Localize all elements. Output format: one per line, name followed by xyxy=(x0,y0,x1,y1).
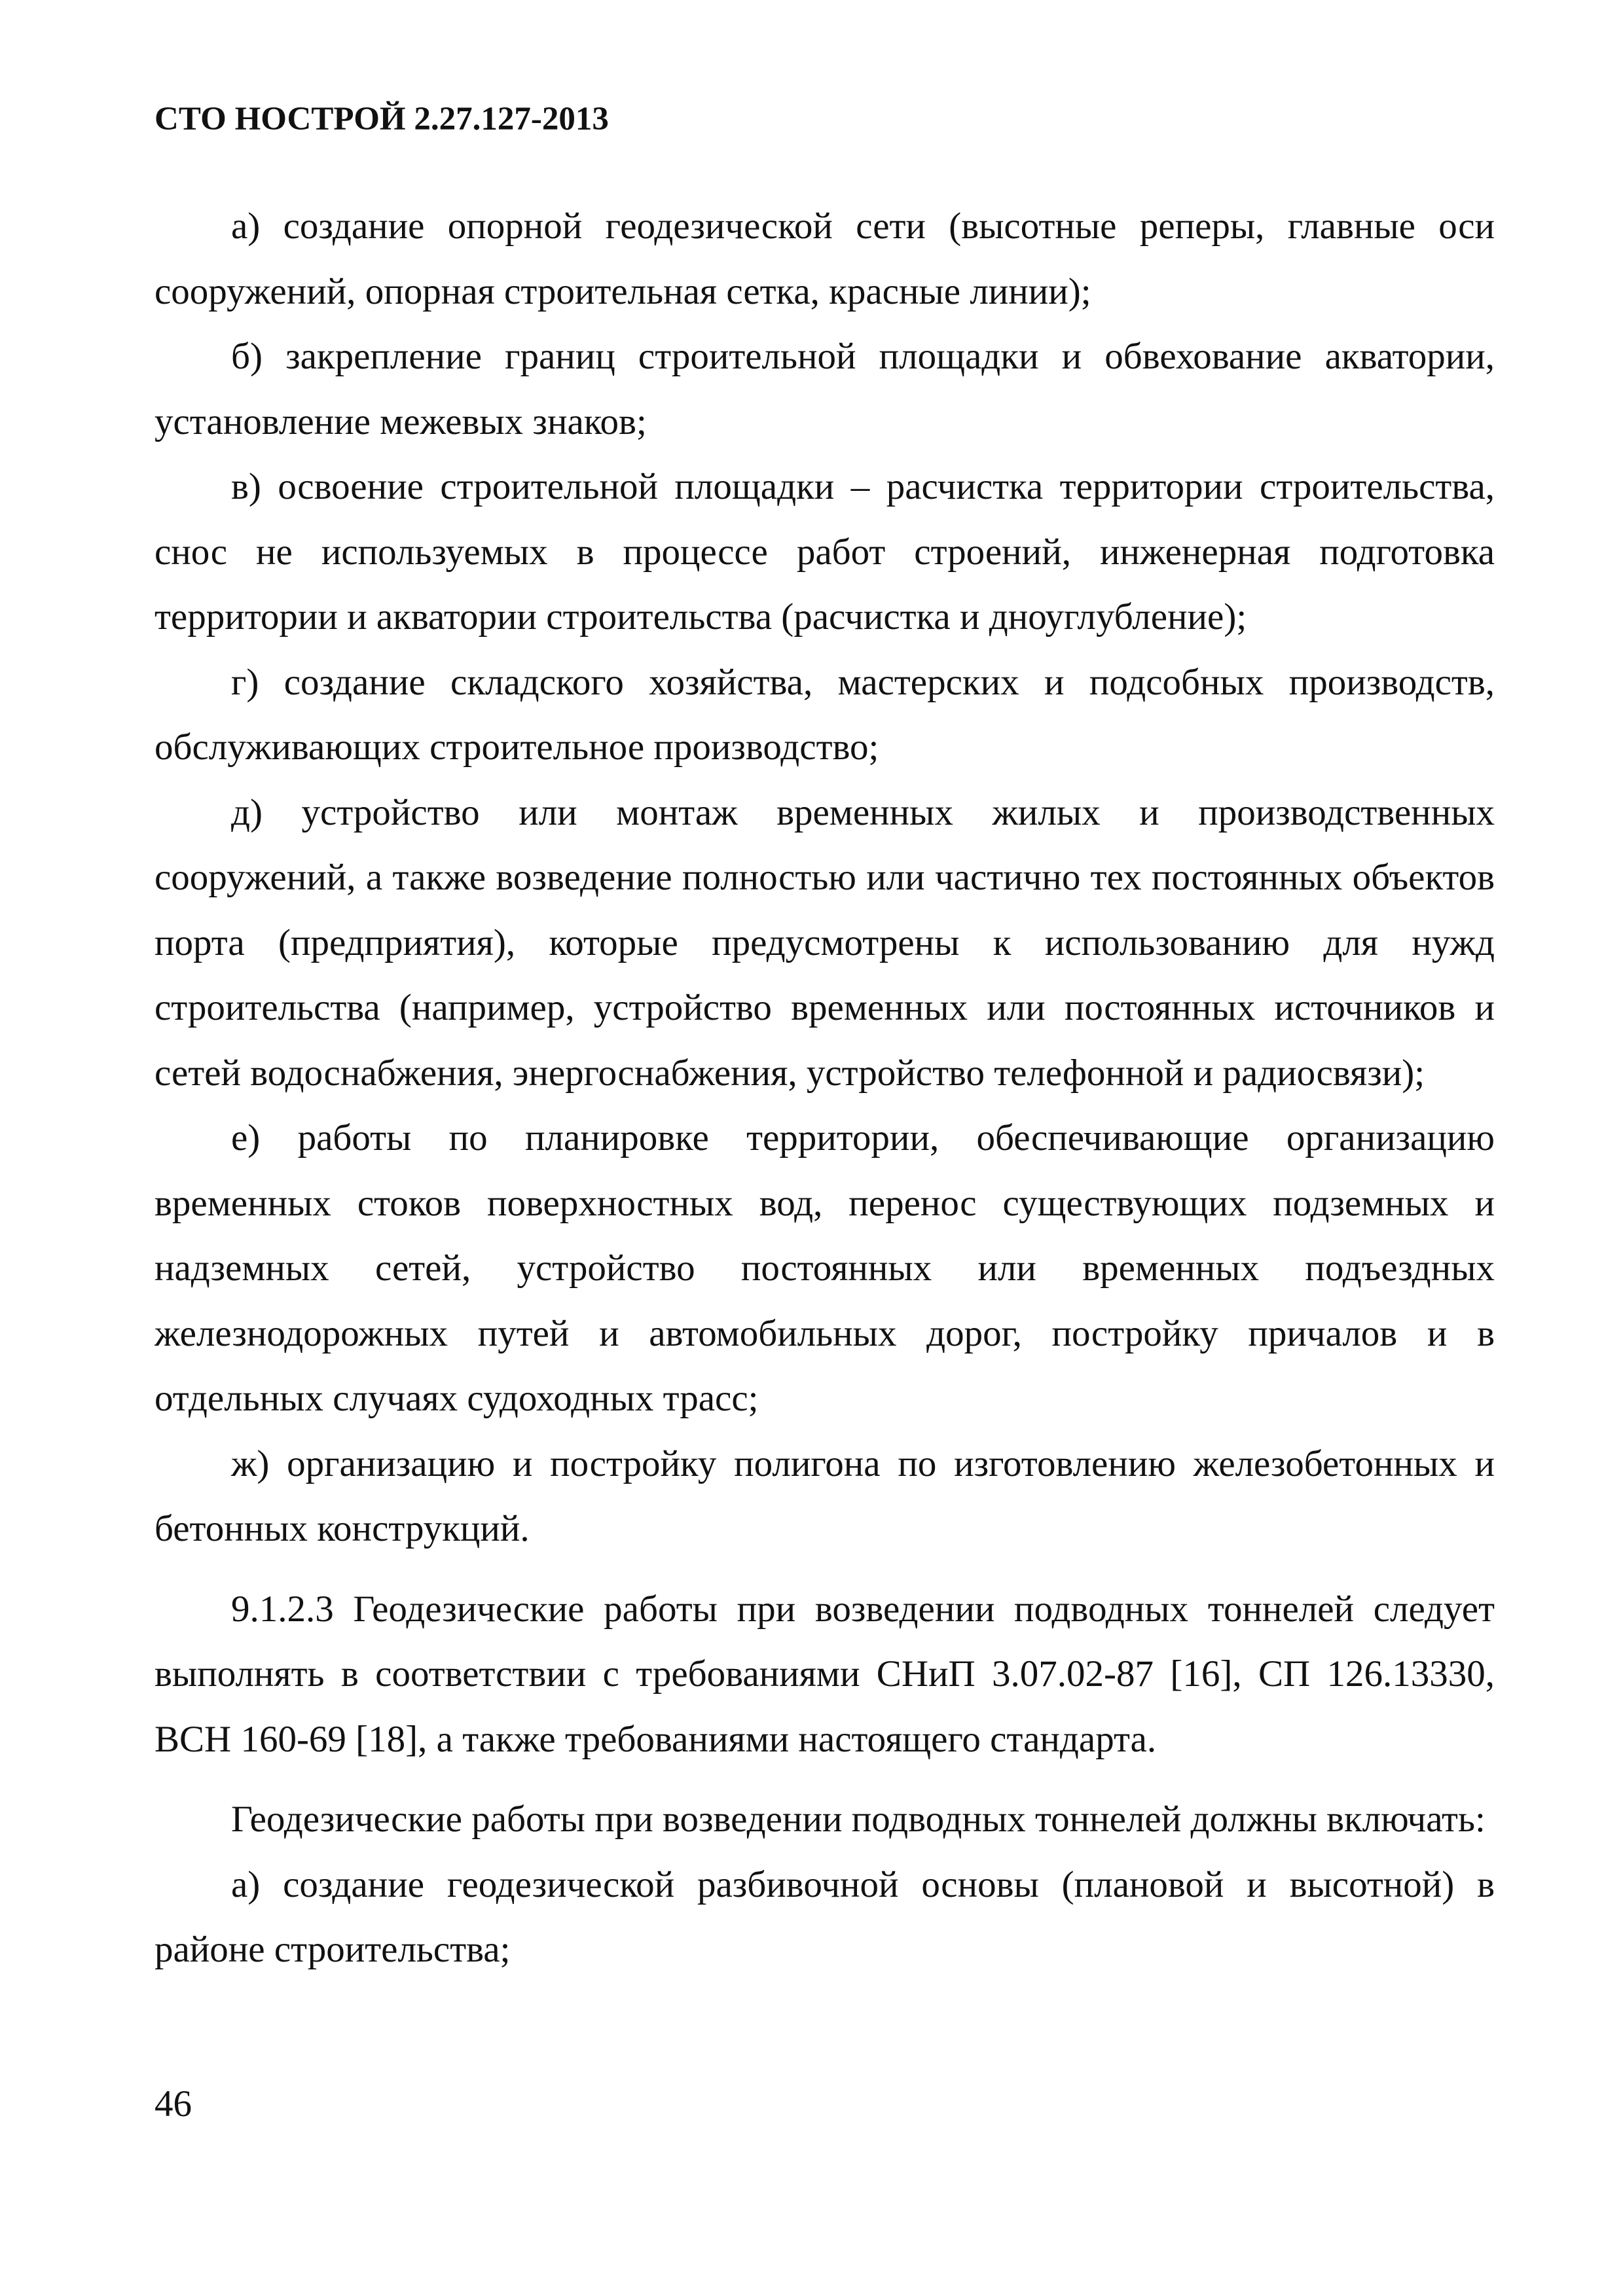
list-item-v-site-development: в) освоение строительной площадки – расчистка территории строительства, снос не используемых в процессе работ строений, инженерная подготовка территории и акватории строительства (расчистка и дноуглубление); xyxy=(155,466,1495,637)
list-item-a-layout-base: а) создание геодезической разбивочной основы (плановой и высотной) в районе строительства; xyxy=(155,1863,1495,1970)
list-item-zh-concrete-polygon: ж) организацию и постройку полигона по изготовлению железобетонных и бетонных конструкций. xyxy=(155,1443,1495,1549)
list-item-g-storage-workshops: г) создание складского хозяйства, мастерских и подсобных производств, обслуживающих строительное производство; xyxy=(155,661,1495,768)
document-header-code: СТО НОСТРОЙ 2.27.127-2013 xyxy=(155,101,609,137)
document-body xyxy=(155,194,1495,1982)
clause-intro-paragraph: Геодезические работы при возведении подводных тоннелей должны включать: xyxy=(231,1799,1486,1840)
list-item-a-geodetic-network: а) создание опорной геодезической сети (высотные реперы, главные оси сооружений, опорная строительная сетка, красные линии); xyxy=(155,206,1495,312)
list-item-b-site-boundaries: б) закрепление границ строительной площадки и обвехование акватории, установление межевых знаков; xyxy=(155,336,1495,442)
list-item-d-temporary-structures: д) устройство или монтаж временных жилых и производственных сооружений, а также возведение полностью или частично тех постоянных объектов порта (предприятия), которые предусмотрены к использованию для нужд строительства (например, устройство временных или постоянных источников и сетей водоснабжения, энергоснабжения, устройство телефонной и радиосвязи); xyxy=(155,791,1495,1094)
page-number: 46 xyxy=(155,2083,192,2125)
clause-9-1-2-3: 9.1.2.3 Геодезические работы при возведении подводных тоннелей следует выполнять в соответствии с требованиями СНиП 3.07.02-87 [16], СП 126.13330, ВСН 160-69 [18], а также требованиями настоящего стандарта. xyxy=(155,1588,1495,1760)
list-item-e-site-planning: е) работы по планировке территории, обеспечивающие организацию временных стоков поверхностных вод, перенос существующих подземных и надземных сетей, устройство постоянных или временных подъездных железнодорожных путей и автомобильных дорог, постройку причалов и в отдельных случаях судоходных трасс; xyxy=(155,1117,1495,1419)
